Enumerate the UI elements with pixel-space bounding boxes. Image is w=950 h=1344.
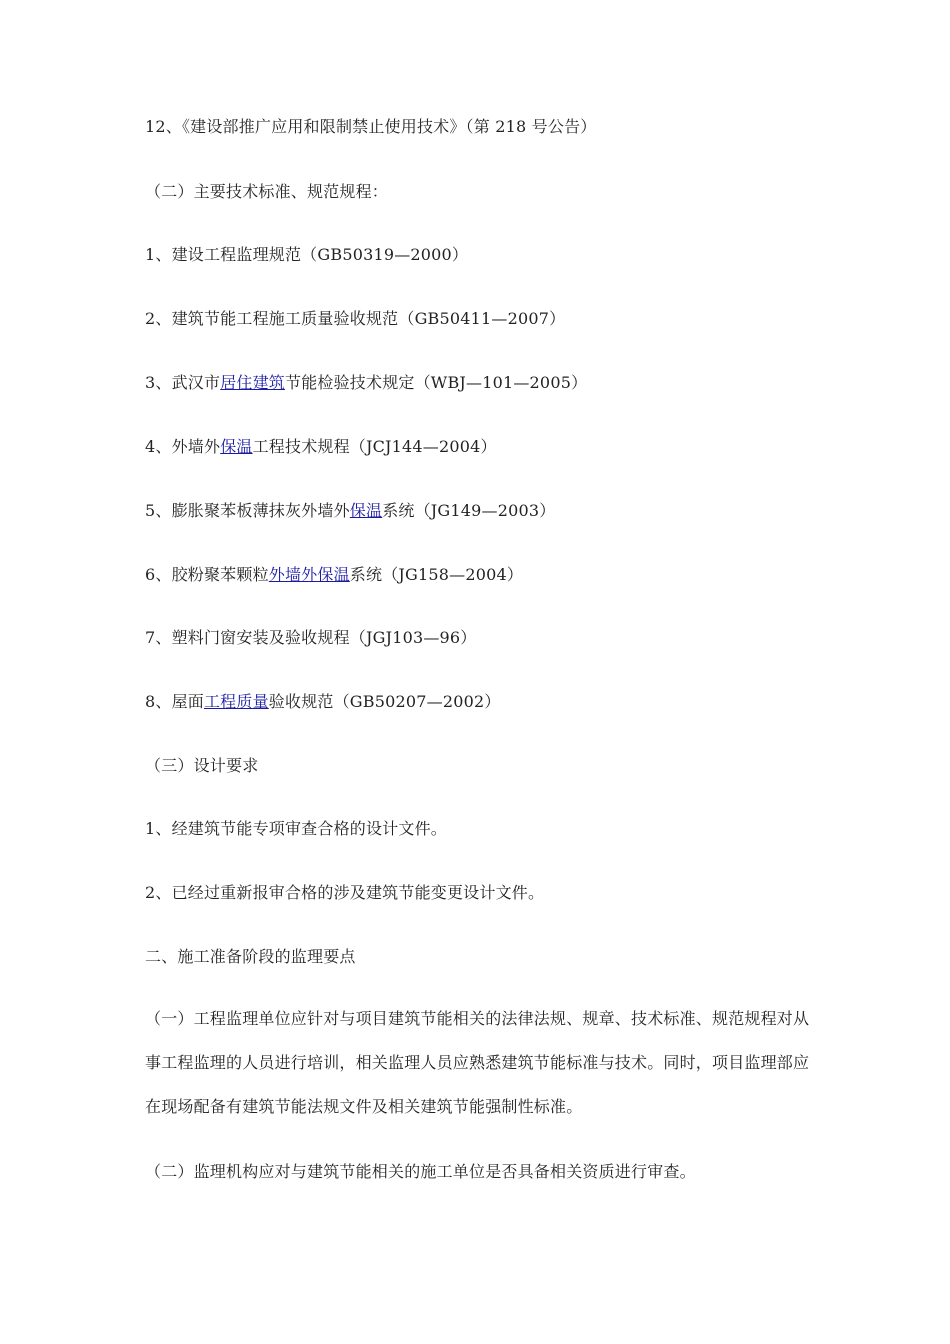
link-engineering-quality[interactable]: 工程质量 [203, 692, 269, 711]
text-line-standard-4: 4、外墙外保温工程技术规程（JCJ144—2004） [145, 437, 497, 456]
text-line-qualification: （二）监理机构应对与建筑节能相关的施工单位是否具备相关资质进行审查。 [145, 1162, 696, 1181]
text-line-standard-5: 5、膨胀聚苯板薄抹灰外墙外保温系统（JG149—2003） [145, 501, 556, 520]
text-line-standard-7: 7、塑料门窗安装及验收规程（JGJ103—96） [145, 628, 477, 647]
section-heading-standards: （二）主要技术标准、规范规程： [145, 182, 389, 201]
paragraph-training: （一）工程监理单位应针对与项目建筑节能相关的法律法规、规章、技术标准、规范规程对从事工程监理的人员进行培训，相关监理人员应熟悉建筑节能标准与技术。同时，项目监理部应在现场配备有建筑节能法规文件及相关建筑节能强制性标准。 [145, 1009, 810, 1116]
text-line-item-12: 12、《建设部推广应用和限制禁止使用技术》（第 218 号公告） [145, 117, 597, 136]
link-residential-building[interactable]: 居住建筑 [220, 373, 285, 392]
section-heading-preparation: 二、施工准备阶段的监理要点 [145, 947, 356, 966]
text-line-standard-3: 3、武汉市居住建筑节能检验技术规定（WBJ—101—2005） [145, 373, 588, 392]
link-insulation[interactable]: 保温 [220, 437, 253, 456]
text-line-standard-2: 2、建筑节能工程施工质量验收规范（GB50411—2007） [145, 309, 566, 328]
link-exterior-wall-insulation[interactable]: 外墙外保温 [268, 565, 350, 584]
text-line-standard-6: 6、胶粉聚苯颗粒外墙外保温系统（JG158—2004） [145, 565, 524, 584]
text-line-design-1: 1、经建筑节能专项审查合格的设计文件。 [145, 819, 447, 838]
text-line-design-2: 2、已经过重新报审合格的涉及建筑节能变更设计文件。 [145, 883, 545, 902]
text-line-standard-1: 1、建设工程监理规范（GB50319—2000） [145, 245, 469, 264]
link-insulation-2[interactable]: 保温 [349, 501, 383, 520]
text-line-standard-8: 8、屋面工程质量验收规范（GB50207—2002） [145, 692, 501, 711]
section-heading-design: （三）设计要求 [145, 756, 259, 775]
